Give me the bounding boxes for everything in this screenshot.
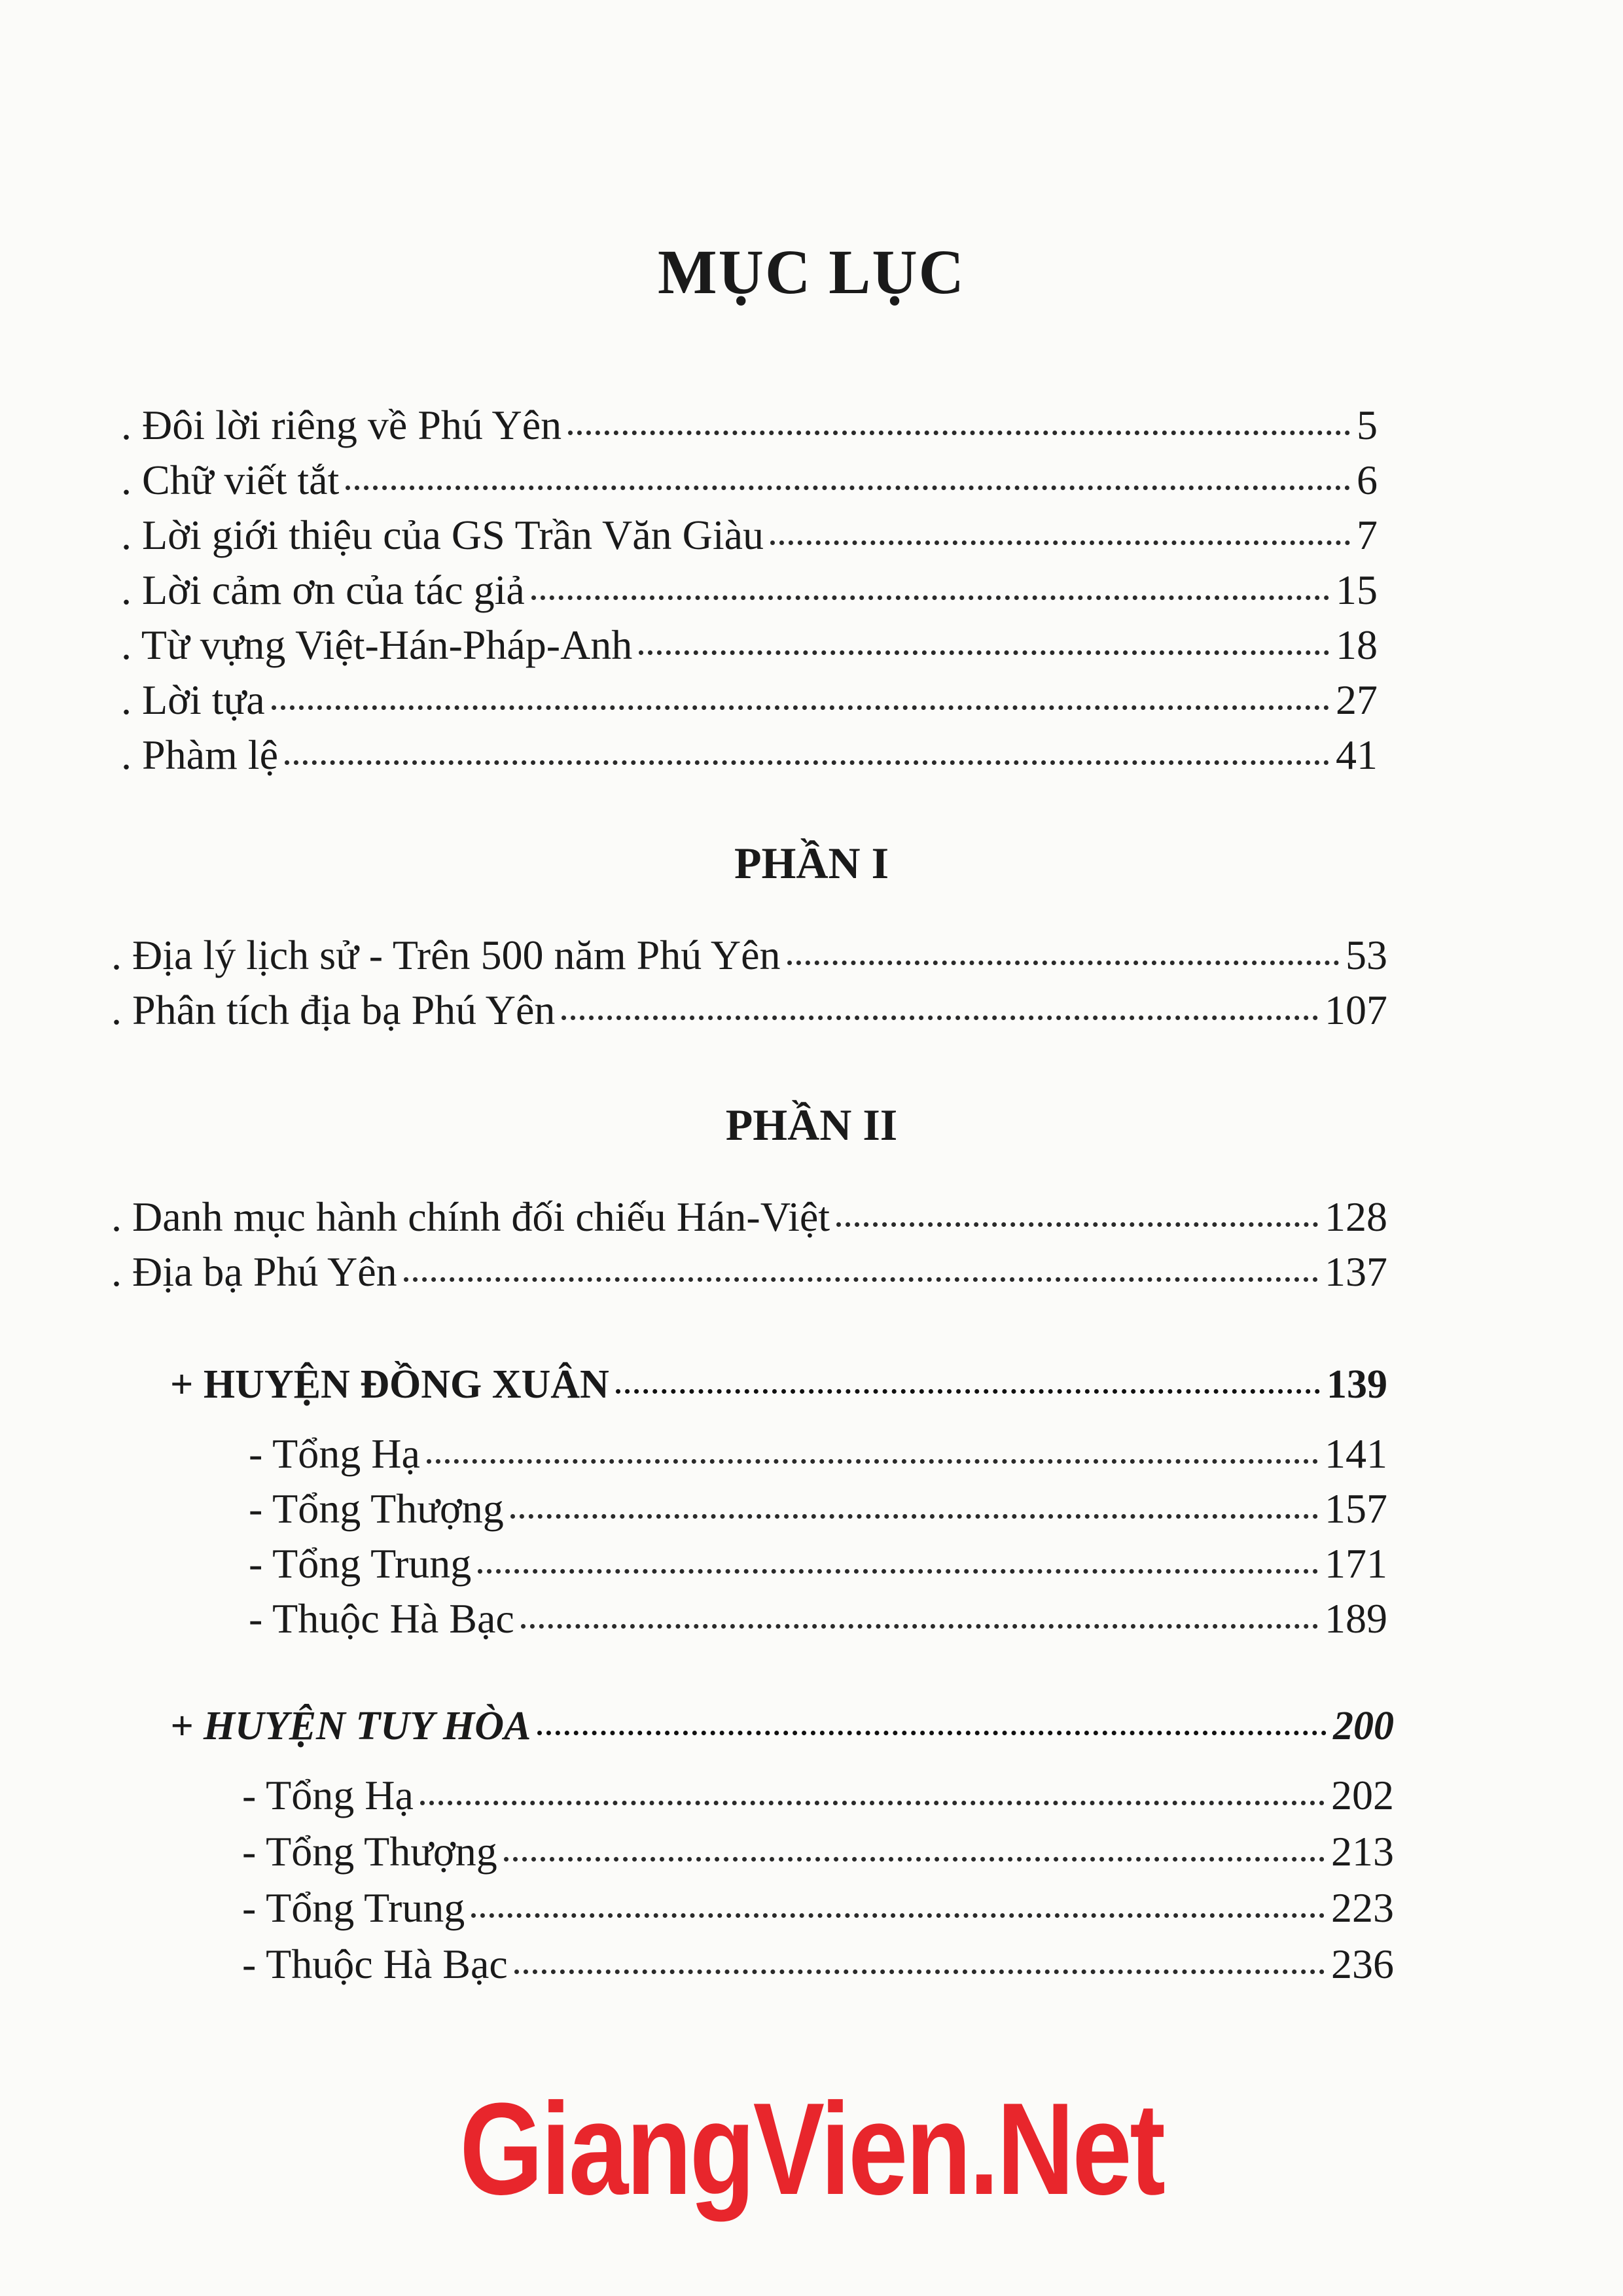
page-title: MỤC LỤC xyxy=(658,237,965,307)
dot-leader xyxy=(521,1624,1318,1629)
dot-leader xyxy=(478,1569,1318,1574)
toc-entry-acknowledgements[interactable] xyxy=(121,564,1378,616)
toc-district-tuy-hoa[interactable] xyxy=(170,1700,1394,1752)
toc-entry-page: 41 xyxy=(1336,732,1378,778)
toc-district-label: + HUYỆN ĐỒNG XUÂN xyxy=(170,1362,609,1407)
toc-entry-label: . Lời cảm ơn của tác giả xyxy=(121,567,525,613)
toc-entry-personal-words[interactable] xyxy=(121,399,1378,451)
toc-entry-label: - Tổng Trung xyxy=(249,1540,472,1587)
dot-leader xyxy=(639,650,1329,655)
dot-leader xyxy=(285,760,1329,765)
toc-entry-label: - Tổng Hạ xyxy=(249,1430,420,1477)
toc-subentry-tong-trung-1[interactable] xyxy=(249,1538,1387,1590)
toc-entry-label: - Tổng Hạ xyxy=(242,1772,414,1818)
dot-leader xyxy=(531,595,1329,600)
toc-entry-page: 171 xyxy=(1325,1540,1387,1587)
toc-entry-label: - Tổng Trung xyxy=(242,1884,465,1931)
dot-leader xyxy=(272,705,1329,710)
toc-entry-administrative-list[interactable] xyxy=(111,1191,1387,1243)
dot-leader xyxy=(404,1277,1318,1282)
toc-entry-page: 107 xyxy=(1325,987,1387,1033)
toc-entry-page: 223 xyxy=(1331,1884,1394,1931)
toc-entry-label: . Đôi lời riêng về Phú Yên xyxy=(121,402,562,448)
toc-entry-preface[interactable] xyxy=(121,674,1378,726)
dot-leader xyxy=(504,1857,1325,1862)
part-one-title: PHẦN I xyxy=(734,838,889,888)
toc-entry-label: . Lời giới thiệu của GS Trần Văn Giàu xyxy=(121,512,764,558)
toc-entry-label: . Chữ viết tắt xyxy=(121,457,340,503)
toc-district-label: + HUYỆN TUY HÒA xyxy=(170,1704,531,1748)
toc-entry-page: 6 xyxy=(1357,457,1378,503)
toc-entry-page: 15 xyxy=(1336,567,1378,613)
toc-subentry-tong-thuong-2[interactable] xyxy=(242,1826,1394,1878)
toc-entry-page: 213 xyxy=(1331,1828,1394,1875)
toc-entry-label: - Tổng Thượng xyxy=(249,1485,504,1532)
dot-leader xyxy=(510,1514,1318,1519)
toc-entry-page: 5 xyxy=(1357,402,1378,448)
toc-entry-page: 236 xyxy=(1331,1941,1394,1987)
toc-entry-land-register[interactable] xyxy=(111,1246,1387,1298)
toc-district-page: 200 xyxy=(1333,1704,1394,1748)
toc-entry-page: 27 xyxy=(1336,677,1378,723)
toc-entry-label: - Tổng Thượng xyxy=(242,1828,497,1875)
toc-entry-label: . Phân tích địa bạ Phú Yên xyxy=(111,987,556,1033)
toc-entry-land-register-analysis[interactable] xyxy=(111,984,1387,1036)
toc-entry-page: 18 xyxy=(1336,622,1378,668)
toc-entry-label: - Thuộc Hà Bạc xyxy=(242,1941,508,1987)
toc-district-dong-xuan[interactable] xyxy=(170,1358,1387,1411)
dot-leader xyxy=(427,1459,1318,1464)
toc-entry-page: 53 xyxy=(1346,932,1387,978)
toc-entry-page: 137 xyxy=(1325,1248,1387,1295)
toc-entry-abbreviations[interactable] xyxy=(121,454,1378,506)
toc-entry-page: 157 xyxy=(1325,1485,1387,1532)
toc-entry-page: 128 xyxy=(1325,1193,1387,1240)
toc-entry-introduction[interactable] xyxy=(121,509,1378,561)
toc-entry-page: 202 xyxy=(1331,1772,1394,1818)
toc-entry-page: 189 xyxy=(1325,1595,1387,1642)
toc-entry-label: . Địa bạ Phú Yên xyxy=(111,1248,397,1295)
dot-leader xyxy=(616,1389,1320,1394)
toc-entry-label: - Thuộc Hà Bạc xyxy=(249,1595,514,1642)
toc-subentry-tong-trung-2[interactable] xyxy=(242,1882,1394,1934)
toc-subentry-tong-thuong-1[interactable] xyxy=(249,1483,1387,1535)
part-two-title: PHẦN II xyxy=(725,1100,898,1150)
toc-subentry-tong-ha-1[interactable] xyxy=(249,1428,1387,1480)
toc-entry-page: 7 xyxy=(1357,512,1378,558)
dot-leader xyxy=(770,540,1350,545)
toc-entry-vocabulary[interactable] xyxy=(121,619,1378,671)
dot-leader xyxy=(562,1016,1318,1020)
toc-entry-label: . Danh mục hành chính đối chiếu Hán-Việt xyxy=(111,1193,830,1240)
toc-subentry-thuoc-ha-bac-2[interactable] xyxy=(242,1938,1394,1990)
dot-leader xyxy=(836,1222,1318,1227)
toc-subentry-thuoc-ha-bac-1[interactable] xyxy=(249,1593,1387,1645)
toc-entry-label: . Lời tựa xyxy=(121,677,265,723)
toc-entry-conventions[interactable] xyxy=(121,729,1378,781)
toc-district-page: 139 xyxy=(1327,1362,1387,1407)
dot-leader xyxy=(568,431,1350,435)
toc-entry-label: . Phàm lệ xyxy=(121,732,278,778)
toc-entry-label: . Từ vựng Việt-Hán-Pháp-Anh xyxy=(121,622,633,668)
dot-leader xyxy=(514,1969,1325,1974)
toc-entry-page: 141 xyxy=(1325,1430,1387,1477)
dot-leader xyxy=(346,486,1350,490)
dot-leader xyxy=(537,1731,1327,1735)
dot-leader xyxy=(787,961,1340,965)
dot-leader xyxy=(471,1913,1325,1918)
toc-subentry-tong-ha-2[interactable] xyxy=(242,1769,1394,1822)
toc-entry-label: . Địa lý lịch sử - Trên 500 năm Phú Yên xyxy=(111,932,781,978)
watermark: GiangVien.Net xyxy=(459,2076,1164,2222)
dot-leader xyxy=(420,1801,1325,1805)
toc-entry-historical-geography[interactable] xyxy=(111,929,1387,981)
